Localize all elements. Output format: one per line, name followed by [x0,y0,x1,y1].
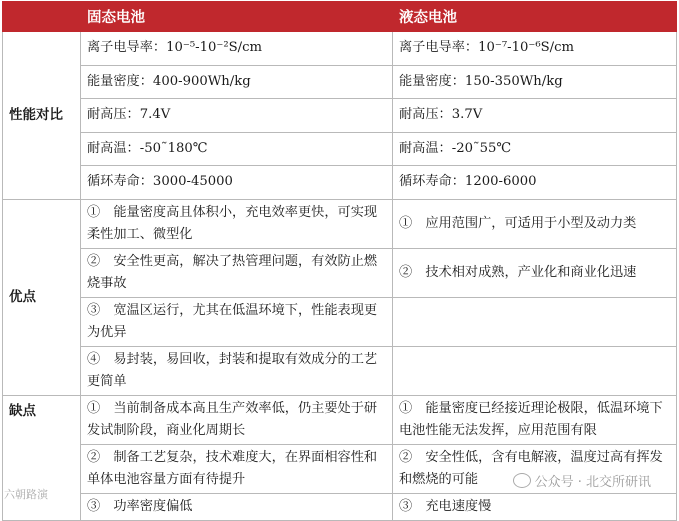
header-solid-battery: 固态电池 [81,2,393,32]
table-row [3,99,677,133]
category-disadvantages: 缺点 [3,395,81,520]
header-blank [3,2,81,32]
header-row [3,2,677,32]
watermark-left [4,486,48,502]
table-row [3,199,677,248]
table-row [3,32,677,66]
table-row [3,493,677,520]
solid-disadvantage-2: ② 制备工艺复杂，技术难度大，在界面相容性和单体电池容量方面有待提升 [81,444,393,493]
table-row [3,166,677,200]
solid-disadvantage-1: ① 当前制备成本高且生产效率低，仍主要处于研发试制阶段，商业化周期长 [81,395,393,444]
liquid-disadvantage-1: ① 能量密度已经接近理论极限，低温环境下电池性能无法发挥，应用范围有限 [393,395,677,444]
liquid-advantage-2: ② 技术相对成熟，产业化和商业化迅速 [393,248,677,297]
battery-comparison-table [2,1,677,521]
table-row [3,395,677,444]
solid-voltage: 耐高压：7.4V [81,99,393,133]
liquid-advantage-empty [393,297,677,346]
liquid-energy-density: 能量密度：150-350Wh/kg [393,65,677,99]
category-advantages: 优点 [3,199,81,395]
solid-advantage-4: ④ 易封装，易回收，封装和提取有效成分的工艺更简单 [81,346,393,395]
table-row [3,297,677,346]
solid-advantage-3: ③ 宽温区运行，尤其在低温环境下，性能表现更为优异 [81,297,393,346]
table-row [3,346,677,395]
solid-cycle-life: 循环寿命：3000-45000 [81,166,393,200]
liquid-disadvantage-3: ③ 充电速度慢 [393,493,677,520]
liquid-advantage-1: ① 应用范围广，可适用于小型及动力类 [393,199,677,248]
liquid-disadvantage-2: ② 安全性低，含有电解液，温度过高有挥发和燃烧的可能 [393,444,677,493]
watermark-left-text: 六朝路演 [4,488,48,501]
category-performance: 性能对比 [3,32,81,200]
solid-advantage-2: ② 安全性更高，解决了热管理问题，有效防止燃烧事故 [81,248,393,297]
solid-ion-conductivity: 离子电导率：10⁻⁵-10⁻²S/cm [81,32,393,66]
solid-disadvantage-3: ③ 功率密度偏低 [81,493,393,520]
liquid-cycle-life: 循环寿命：1200-6000 [393,166,677,200]
liquid-ion-conductivity: 离子电导率：10⁻⁷-10⁻⁶S/cm [393,32,677,66]
solid-temperature: 耐高温：-50˜180℃ [81,132,393,166]
header-liquid-battery: 液态电池 [393,2,677,32]
table-row [3,65,677,99]
table-row [3,132,677,166]
liquid-temperature: 耐高温：-20˜55℃ [393,132,677,166]
watermark-right [513,471,651,490]
solid-energy-density: 能量密度：400-900Wh/kg [81,65,393,99]
liquid-voltage: 耐高压：3.7V [393,99,677,133]
watermark-right-text: 公众号 · 北交所研讯 [534,475,651,490]
wechat-icon [513,473,531,488]
solid-advantage-1: ① 能量密度高且体积小，充电效率更快，可实现柔性加工、微型化 [81,199,393,248]
liquid-advantage-empty [393,346,677,395]
table-row [3,248,677,297]
